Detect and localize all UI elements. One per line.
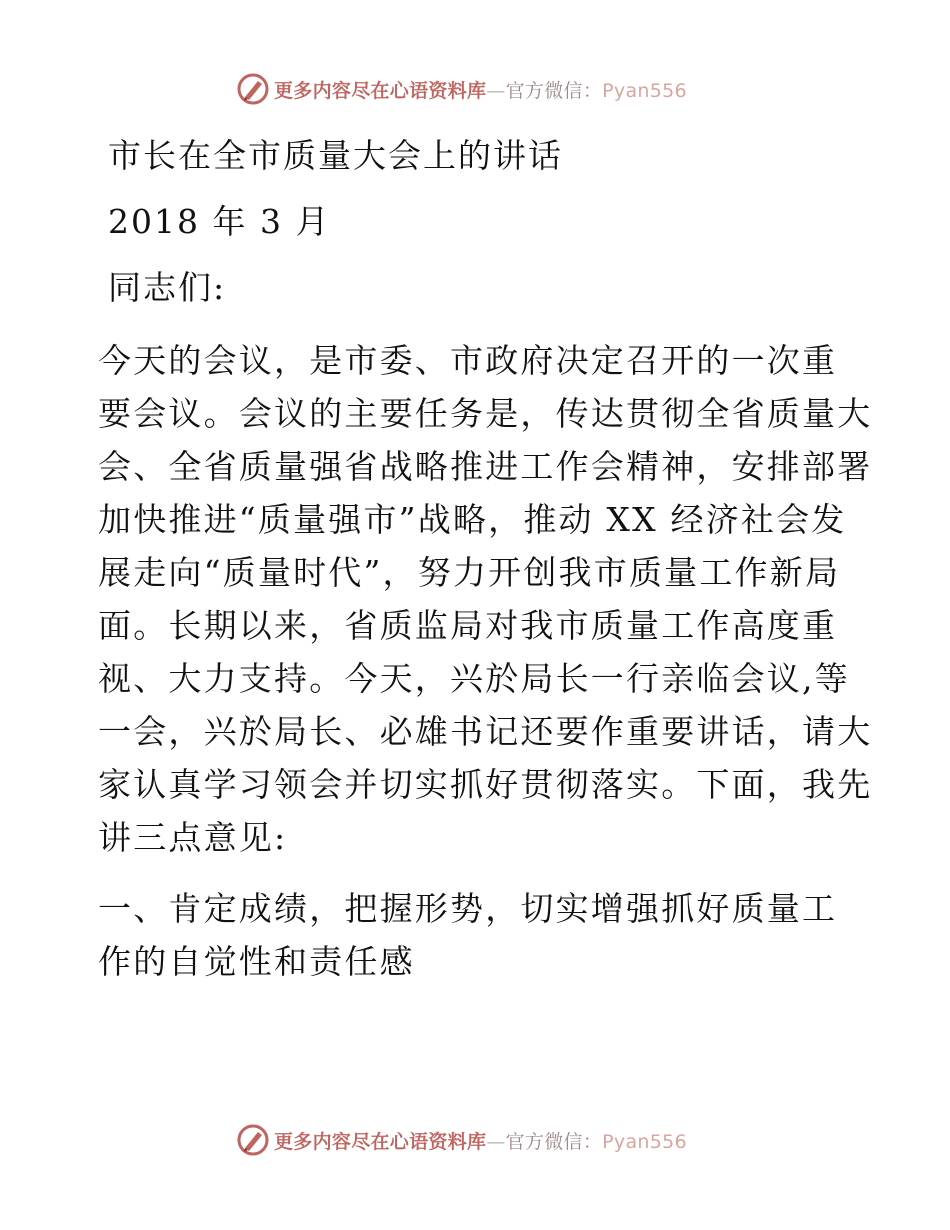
footer-banner	[236, 1123, 687, 1157]
paragraph-line: 家认真学习领会并切实抓好贯彻落实。下面，我先	[98, 765, 873, 804]
paragraph-line: 面。长期以来，省质监局对我市质量工作高度重	[98, 606, 838, 645]
paragraph-line: 要会议。会议的主要任务是，传达贯彻全省质量大	[98, 394, 873, 433]
header-banner	[236, 72, 687, 106]
paragraph-line: 加快推进“质量强市”战略，推动 XX 经济社会发	[98, 500, 847, 539]
paragraph-line: 讲三点意见:	[98, 818, 288, 857]
banner-wechat-label: 官方微信：	[505, 79, 603, 102]
banner-dash: —	[486, 79, 506, 102]
banner-text	[274, 76, 687, 103]
paragraph-line: 视、大力支持。今天，兴於局长一行亲临会议,等	[98, 659, 850, 698]
heading-line: 一、肯定成绩，把握形势，切实增强抓好质量工	[98, 889, 838, 928]
pen-circle-logo-icon	[236, 1123, 270, 1157]
banner-text	[274, 1127, 687, 1154]
pen-circle-logo-icon	[236, 72, 270, 106]
salutation: 同志们:	[108, 268, 227, 307]
banner-wechat-id: Pyan556	[602, 79, 687, 102]
section-heading-1	[98, 882, 858, 988]
banner-wechat-label: 官方微信：	[505, 1130, 603, 1153]
document-title: 市长在全市质量大会上的讲话	[108, 136, 563, 175]
paragraph-line: 一会，兴於局长、必雄书记还要作重要讲话，请大	[98, 712, 873, 751]
document-date: 2018 年 3 月	[108, 202, 331, 241]
document-body	[98, 118, 873, 988]
banner-wechat-id: Pyan556	[602, 1130, 687, 1153]
banner-site-name: 更多内容尽在心语资料库	[274, 1130, 487, 1153]
intro-paragraph	[98, 334, 873, 864]
banner-site-name: 更多内容尽在心语资料库	[274, 79, 487, 102]
banner-dash: —	[486, 1130, 506, 1153]
heading-line: 作的自觉性和责任感	[98, 942, 415, 981]
paragraph-line: 今天的会议，是市委、市政府决定召开的一次重	[98, 341, 838, 380]
paragraph-line: 展走向“质量时代”，努力开创我市质量工作新局	[98, 553, 841, 592]
paragraph-line: 会、全省质量强省战略推进工作会精神，安排部署	[98, 447, 873, 486]
